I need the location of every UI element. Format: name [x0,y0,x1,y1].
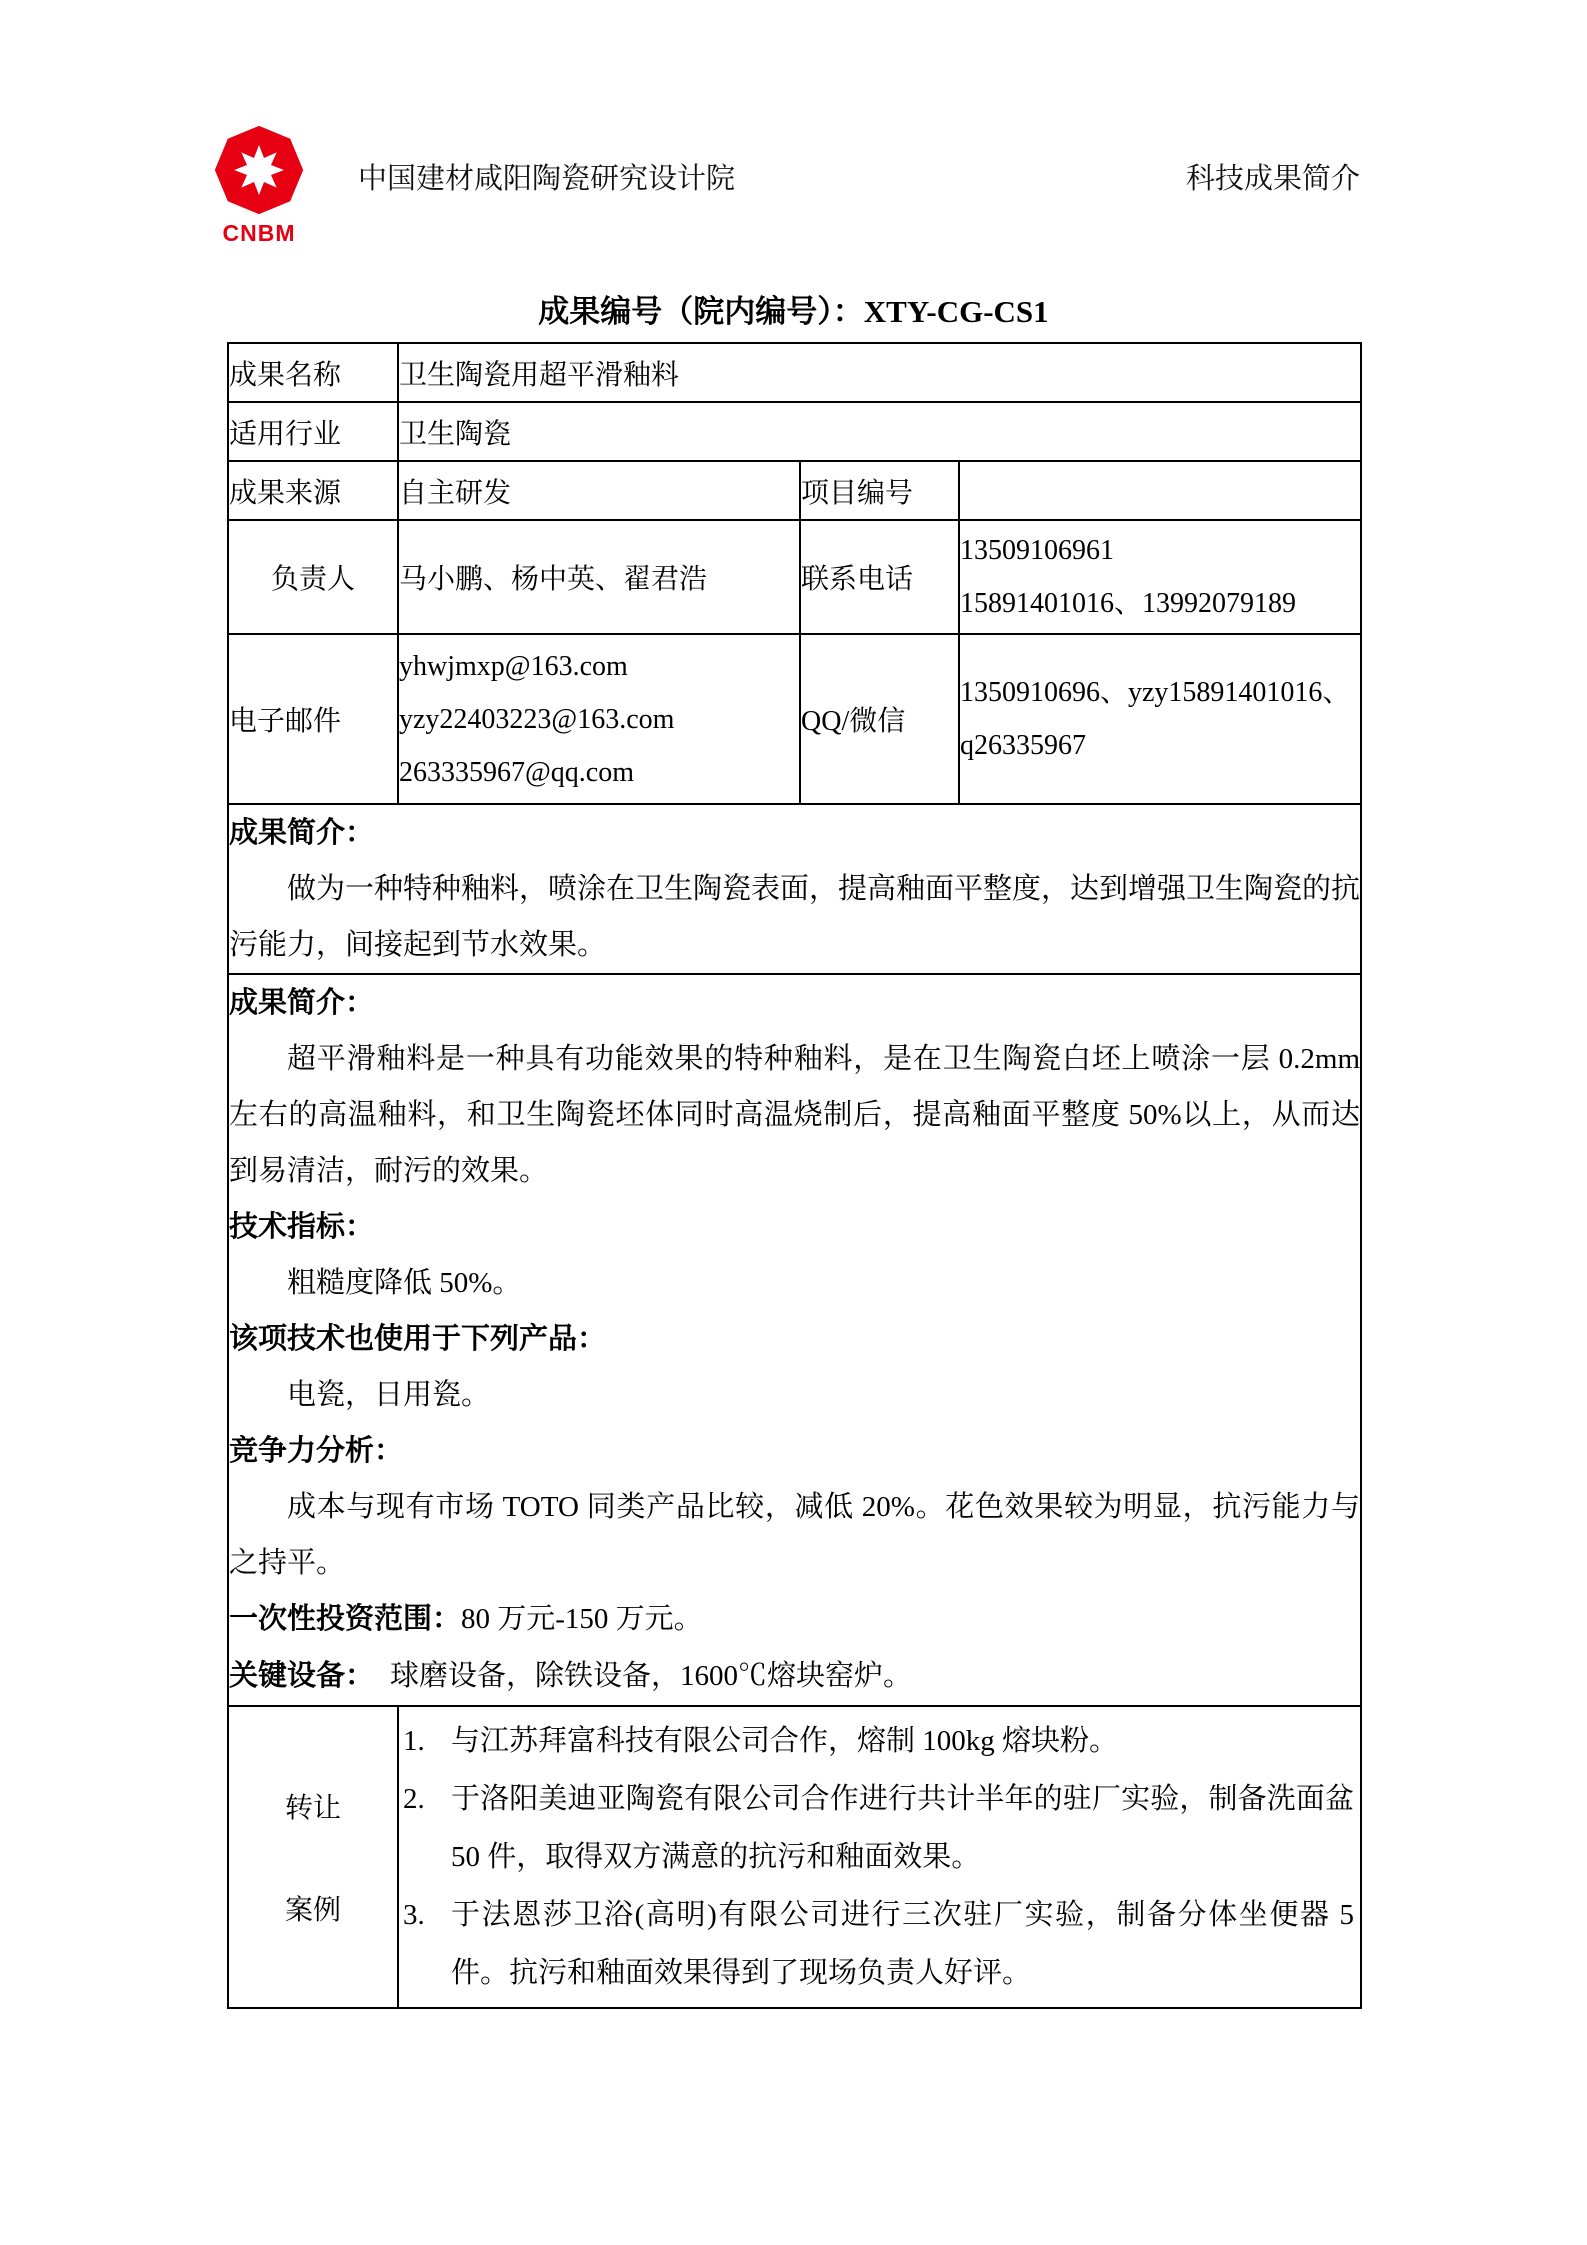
case-number: 2. [403,1783,425,1815]
logo-wordmark: CNBM [222,220,296,246]
transfer-case-item [399,1886,1360,2002]
project-number-label: 项目编号 [800,461,959,520]
page-title: 成果编号（院内编号）：XTY-CG-CS1 [538,294,1049,329]
cnbm-logo [203,122,315,247]
email-label: 电子邮件 [228,634,398,804]
equipment-line [229,1648,1360,1705]
case-text: 于洛阳美迪亚陶瓷有限公司合作进行共计半年的驻厂实验，制备洗面盆 50 件，取得双方满意的抗污和釉面效果。 [451,1783,1355,1873]
email-line: yzy22403223@163.com [399,703,675,735]
case-text: 与江苏拜富科技有限公司合作，熔制 100kg 熔块粉。 [451,1725,1119,1757]
source-value: 自主研发 [398,461,800,520]
transfer-label-bottom: 案例 [284,1895,341,1926]
transfer-cases-list [398,1706,1361,2008]
phone-line: 13509106961 [960,535,1114,566]
industry-label: 适用行业 [228,402,398,461]
section-heading: 技术指标： [229,1211,375,1243]
table-row [228,520,1361,634]
intro1-section [228,804,1361,974]
cnbm-logo-icon [211,122,307,218]
section-body: 成本与现有市场 TOTO 同类产品比较，减低 20%。花色效果较为明显，抗污能力与之持平。 [229,1491,1361,1579]
table-row [228,402,1361,461]
section-body: 电瓷，日用瓷。 [287,1379,491,1411]
case-number: 1. [403,1725,425,1757]
section-body: 超平滑釉料是一种具有功能效果的特种釉料，是在卫生陶瓷白坯上喷涂一层 0.2mm 左右的高温釉料，和卫生陶瓷坯体同时高温烧制后，提高釉面平整度 50%以上，从而达到易清洁，耐污的效果。 [229,1043,1361,1187]
section-heading: 成果简介： [229,817,375,849]
institute-name: 中国建材咸阳陶瓷研究设计院 [358,163,736,195]
table-row [228,634,1361,804]
section-body: 做为一种特种釉料，喷涂在卫生陶瓷表面，提高釉面平整度，达到增强卫生陶瓷的抗污能力，间接起到节水效果。 [229,873,1361,961]
result-name-value: 卫生陶瓷用超平滑釉料 [398,343,1361,402]
document-type-label: 科技成果简介 [1185,163,1360,195]
section-heading: 竞争力分析： [229,1435,404,1467]
phone-label: 联系电话 [800,520,959,634]
transfer-case-item [399,1712,1360,1770]
case-number: 3. [403,1899,425,1931]
phone-value [959,520,1361,634]
email-line: 263335967@qq.com [399,756,634,788]
detail-sections [228,974,1361,1706]
leader-label: 负责人 [228,520,398,634]
section-heading: 成果简介： [229,987,375,1019]
leader-value: 马小鹏、杨中英、翟君浩 [398,520,800,634]
qq-wechat-label: QQ/微信 [800,634,959,804]
equipment-label: 关键设备： [229,1660,375,1692]
source-label: 成果来源 [228,461,398,520]
transfer-label-top: 转让 [284,1793,341,1824]
section-body: 粗糙度降低 50%。 [287,1267,522,1299]
phone-line: 15891401016、13992079189 [960,588,1297,619]
table-row [228,974,1361,1706]
table-row [228,804,1361,974]
investment-line [229,1591,1360,1648]
equipment-value: 球磨设备，除铁设备，1600℃熔块窑炉。 [390,1660,913,1692]
transfer-case-item [399,1770,1360,1886]
transfer-cases-label [228,1706,398,2008]
email-line: yhwjmxp@163.com [399,650,628,682]
result-name-label: 成果名称 [228,343,398,402]
industry-value: 卫生陶瓷 [398,402,1361,461]
table-row [228,343,1361,402]
investment-value: 80 万元-150 万元。 [461,1603,703,1635]
email-value [398,634,800,804]
result-form-table [227,342,1362,2009]
case-text: 于法恩莎卫浴(高明)有限公司进行三次驻厂实验，制备分体坐便器 5 件。抗污和釉面效果得到了现场负责人好评。 [451,1899,1355,1989]
table-row [228,1706,1361,2008]
table-row [228,461,1361,520]
qq-wechat-value: 1350910696、yzy15891401016、q26335967 [959,634,1361,804]
section-heading: 该项技术也使用于下列产品： [229,1323,607,1355]
project-number-value [959,461,1361,520]
investment-label: 一次性投资范围： [229,1603,462,1635]
